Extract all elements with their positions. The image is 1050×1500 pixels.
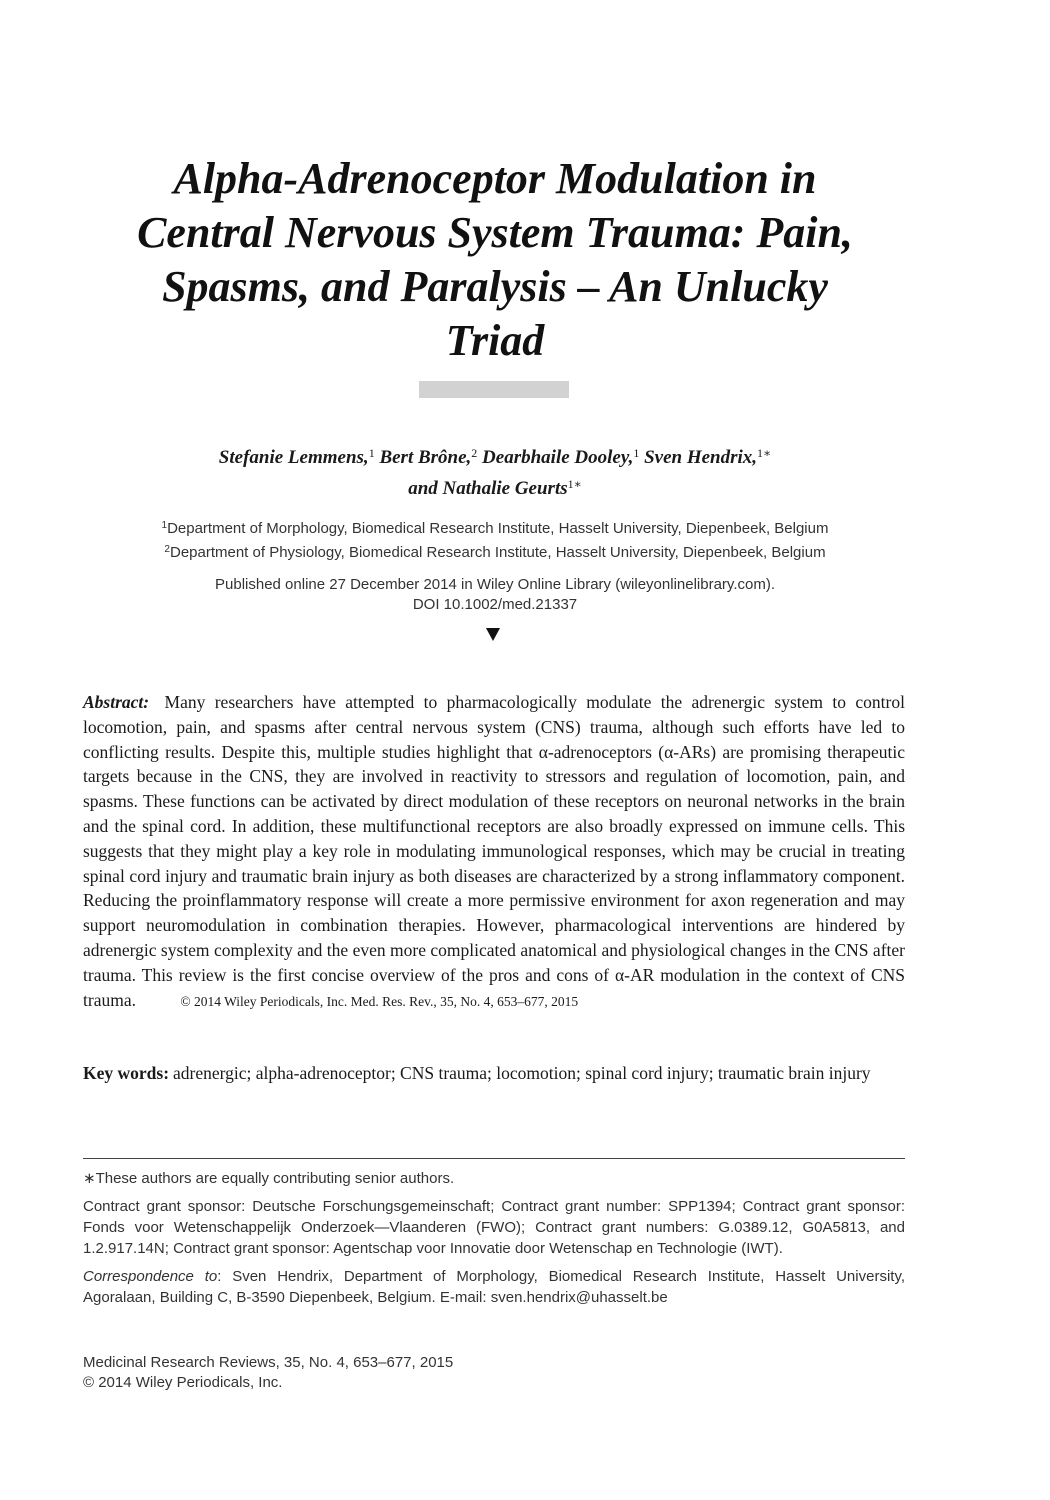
keywords (83, 1061, 905, 1085)
affiliation (60, 539, 930, 563)
journal-citation: Medicinal Research Reviews, 35, No. 4, 653–677, 2015 (83, 1354, 454, 1371)
author-affil-sup: 1 (633, 446, 640, 460)
doi: DOI 10.1002/med.21337 (412, 596, 578, 613)
author-affil-sup: 1∗ (757, 446, 772, 460)
footnote-correspondence (83, 1266, 905, 1308)
author-name: Dearbhaile Dooley, (482, 447, 634, 468)
abstract-label: Abstract: (83, 692, 150, 712)
affiliation-sup: 2 (164, 544, 170, 555)
author-name: Bert Brône, (379, 447, 472, 468)
correspondence-text: : Sven Hendrix, Department of Morphology, Biomedical Research Institute, Hasselt University, Agoralaan, Building C, B-3590 Diepenbeek, Belgium. E-mail: sven.hendrix@uhasselt.be (83, 1268, 905, 1306)
publication-info (60, 575, 930, 615)
title-line: Alpha-Adrenoceptor Modulation in (173, 154, 817, 203)
author-list (100, 440, 890, 502)
keywords-text: adrenergic; alpha-adrenoceptor; CNS trauma; locomotion; spinal cord injury; traumatic brain injury (173, 1063, 871, 1083)
title-divider-bar (419, 381, 569, 398)
title-line: Spasms, and Paralysis – An Unlucky (162, 262, 828, 311)
author-name: and Nathalie Geurts (408, 478, 568, 499)
footnote-grants: Contract grant sponsor: Deutsche Forschungsgemeinschaft; Contract grant number: SPP1394; Contract grant sponsor: Fonds voor Wetenschappelijk Onderzoek—Vlaanderen (FWO); Contract grant numbers: G.0389.12, G0A5813, and 1.2.917.14N; Contract grant sponsor: Agentschap voor Innovatie door Wetenschap en Technologie (IWT). (83, 1198, 905, 1257)
title-line: Triad (445, 316, 545, 365)
footnotes (83, 1168, 905, 1315)
affiliations (60, 515, 930, 563)
abstract (83, 690, 905, 1014)
author-line (100, 440, 890, 471)
footnote-rule (83, 1158, 905, 1159)
author-affil-sup: 1 (368, 446, 375, 460)
affiliation-text: Department of Physiology, Biomedical Research Institute, Hasselt University, Diepenbeek, Belgium (169, 544, 826, 561)
correspondence-label: Correspondence to (83, 1268, 218, 1285)
abstract-text: Many researchers have attempted to pharmacologically modulate the adrenergic system to control locomotion, pain, and spasms after central nervous system (CNS) trauma, although such efforts have led to conflicting results. Despite this, multiple studies highlight that α-adrenoceptors (α-ARs) are promising therapeutic targets because in the CNS, they are involved in reactivity to stressors and regulation of locomotion, pain, and spasms. These functions can be activated by direct modulation of these receptors on neuronal networks in the brain and the spinal cord. In addition, these multifunctional receptors are also broadly expressed on immune cells. This suggests that they might play a key role in modulating immunological responses, which may be crucial in treating spinal cord injury and traumatic brain injury as both diseases are characterized by a strong inflammatory component. Reducing the proinflammatory response will create a more permissive environment for axon regeneration and may support neuromodulation in combination therapies. However, pharmacological interventions are hindered by adrenergic system complexity and the even more complicated anatomical and physiological changes in the CNS after trauma. This review is the first concise overview of the pros and cons of α-AR modulation in the context of CNS trauma. (83, 692, 905, 1010)
down-triangle-icon (486, 628, 500, 641)
abstract-copyright: © 2014 Wiley Periodicals, Inc. Med. Res. Rev., 35, No. 4, 653–677, 2015 (180, 993, 579, 1009)
article-title (90, 152, 900, 368)
author-affil-sup: 2 (471, 446, 478, 460)
published-online: Published online 27 December 2014 in Wiley Online Library (wileyonlinelibrary.com). (215, 576, 775, 593)
journal-copyright: © 2014 Wiley Periodicals, Inc. (83, 1374, 283, 1391)
keywords-label: Key words: (83, 1063, 170, 1083)
author-name: Stefanie Lemmens, (218, 447, 369, 468)
affiliation-text: Department of Morphology, Biomedical Research Institute, Hasselt University, Diepenbeek, Belgium (167, 520, 829, 537)
author-line (100, 471, 890, 502)
title-line: Central Nervous System Trauma: Pain, (137, 208, 853, 257)
footnote-equal-contribution: ∗These authors are equally contributing senior authors. (83, 1170, 455, 1187)
affiliation-sup: 1 (161, 520, 168, 531)
author-name: Sven Hendrix, (644, 447, 758, 468)
journal-info (83, 1353, 683, 1393)
affiliation (60, 515, 930, 539)
author-affil-sup: 1∗ (567, 477, 582, 491)
